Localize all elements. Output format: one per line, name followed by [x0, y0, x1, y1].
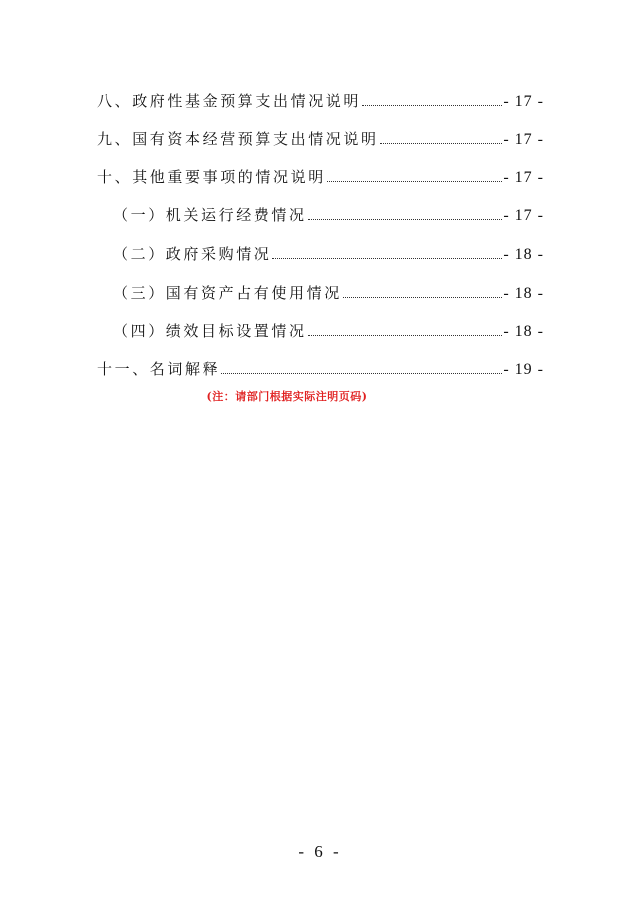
toc-entry[interactable] [113, 204, 544, 226]
toc-entry[interactable] [113, 282, 544, 304]
toc-entry-title: 十一、名词解释 [97, 360, 221, 378]
toc-entry[interactable] [113, 320, 544, 342]
toc-entry[interactable] [97, 358, 544, 380]
toc-entry-title: 八、政府性基金预算支出情况说明 [97, 92, 362, 110]
toc-entry-title: 十、其他重要事项的情况说明 [97, 168, 326, 186]
page-number-note: (注：请部门根据实际注明页码) [206, 390, 368, 403]
toc-leader-dots [308, 218, 503, 220]
toc-entry-page: - 17 - [503, 207, 544, 224]
toc-leader-dots [343, 296, 503, 298]
toc-entry-title: （三）国有资产占有使用情况 [113, 284, 342, 302]
toc-entry-page: - 18 - [503, 285, 544, 302]
toc-entry[interactable] [97, 166, 544, 188]
page-number: - 6 - [298, 842, 342, 861]
toc-leader-dots [308, 334, 503, 336]
toc-entry-page: - 19 - [503, 361, 544, 378]
toc-leader-dots [272, 257, 502, 259]
toc-entry-title: （一）机关运行经费情况 [113, 206, 307, 224]
toc-entry-title: （四）绩效目标设置情况 [113, 322, 307, 340]
toc-leader-dots [221, 372, 502, 374]
toc-entry-page: - 17 - [503, 93, 544, 110]
toc-entry[interactable] [97, 90, 544, 112]
toc-entry-page: - 17 - [503, 131, 544, 148]
toc-entry-page: - 18 - [503, 323, 544, 340]
toc-entry-page: - 17 - [503, 169, 544, 186]
toc-entry[interactable] [113, 243, 544, 265]
toc-entry-page: - 18 - [503, 246, 544, 263]
toc-entry-title: （二）政府采购情况 [113, 245, 272, 263]
toc-entry-title: 九、国有资本经营预算支出情况说明 [97, 130, 379, 148]
toc-entry[interactable] [97, 128, 544, 150]
toc-leader-dots [327, 180, 503, 182]
toc-leader-dots [380, 142, 503, 144]
toc-leader-dots [362, 104, 502, 106]
